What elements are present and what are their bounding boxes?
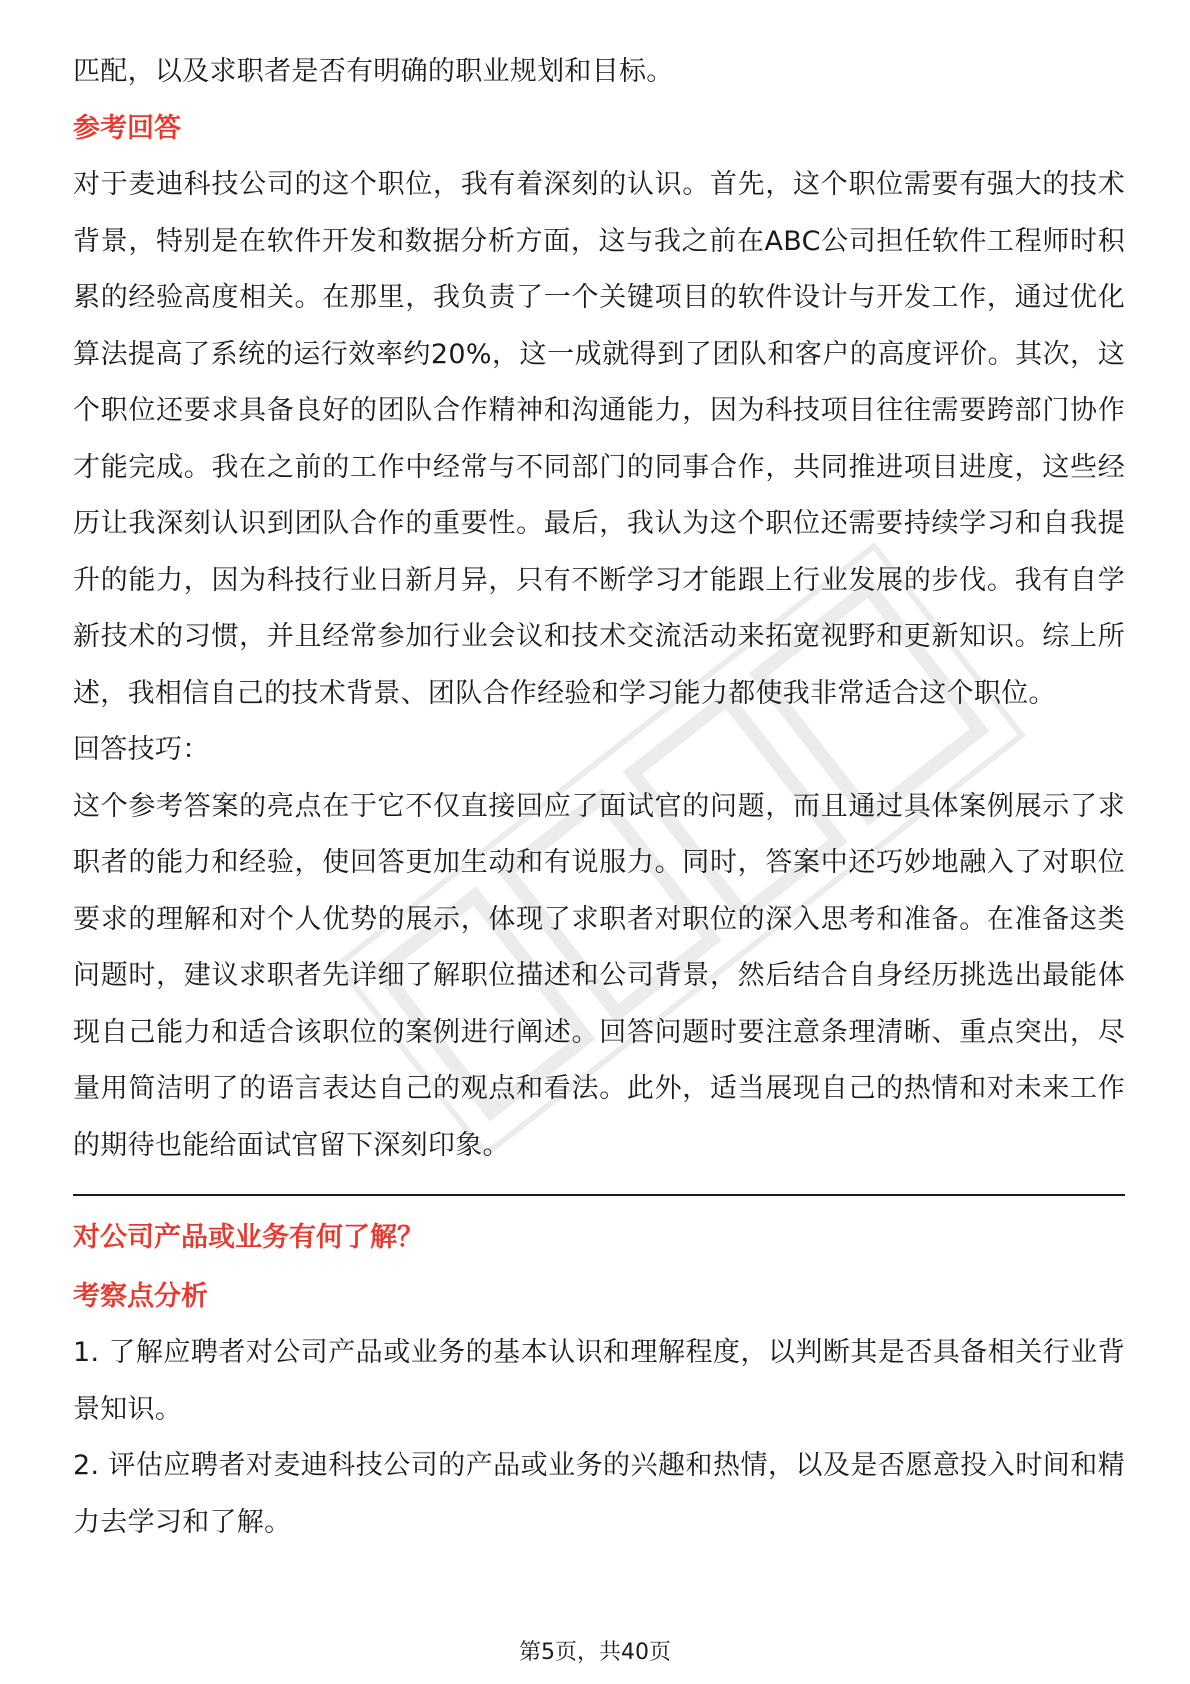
answer-tips-label: 回答技巧： [73,734,210,765]
reference-answer-heading: 参考回答 [73,112,181,144]
question-heading: 对公司产品或业务有何了解？ [73,1222,424,1253]
intro-tail-text: 匹配，以及求职者是否有明确的职业规划和目标。 [73,56,674,87]
section-divider [73,1194,1125,1196]
document-page [73,44,1125,1551]
page-footer: 第5页，共40页 [519,1640,671,1665]
analysis-point-1: 1. 了解应聘者对公司产品或业务的基本认识和理解程度，以判断其是否具备相关行业背景知识。 [73,1337,1125,1425]
analysis-point-2: 2. 评估应聘者对麦迪科技公司的产品或业务的兴趣和热情，以及是否愿意投入时间和精力去学习和了解。 [73,1450,1125,1538]
answer-tips-text: 这个参考答案的亮点在于它不仅直接回应了面试官的问题，而且通过具体案例展示了求职者的能力和经验，使回答更加生动和有说服力。同时，答案中还巧妙地融入了对职位要求的理解和对个人优势的展示，体现了求职者对职位的深入思考和准备。在准备这类问题时，建议求职者先详细了解职位描述和公司背景，然后结合自身经历挑选出最能体现自己能力和适合该职位的案例进行阐述。回答问题时要注意条理清晰、重点突出，尽量用简洁明了的语言表达自己的观点和看法。此外，适当展现自己的热情和对未来工作的期待也能给面试官留下深刻印象。 [73,790,1125,1161]
reference-answer-text: 对于麦迪科技公司的这个职位，我有着深刻的认识。首先，这个职位需要有强大的技术背景，特别是在软件开发和数据分析方面，这与我之前在ABC公司担任软件工程师时积累的经验高度相关。在那里，我负责了一个关键项目的软件设计与开发工作，通过优化算法提高了系统的运行效率约20%，这一成就得到了团队和客户的高度评价。其次，这个职位还要求具备良好的团队合作精神和沟通能力，因为科技项目往往需要跨部门协作才能完成。我在之前的工作中经常与不同部门的同事合作，共同推进项目进度，这些经历让我深刻认识到团队合作的重要性。最后，我认为这个职位还需要持续学习和自我提升的能力，因为科技行业日新月异，只有不断学习才能跟上行业发展的步伐。我有自学新技术的习惯，并且经常参加行业会议和技术交流活动来拓宽视野和更新知识。综上所述，我相信自己的技术背景、团队合作经验和学习能力都使我非常适合这个职位。 [73,169,1125,709]
analysis-heading: 考察点分析 [73,1280,208,1312]
